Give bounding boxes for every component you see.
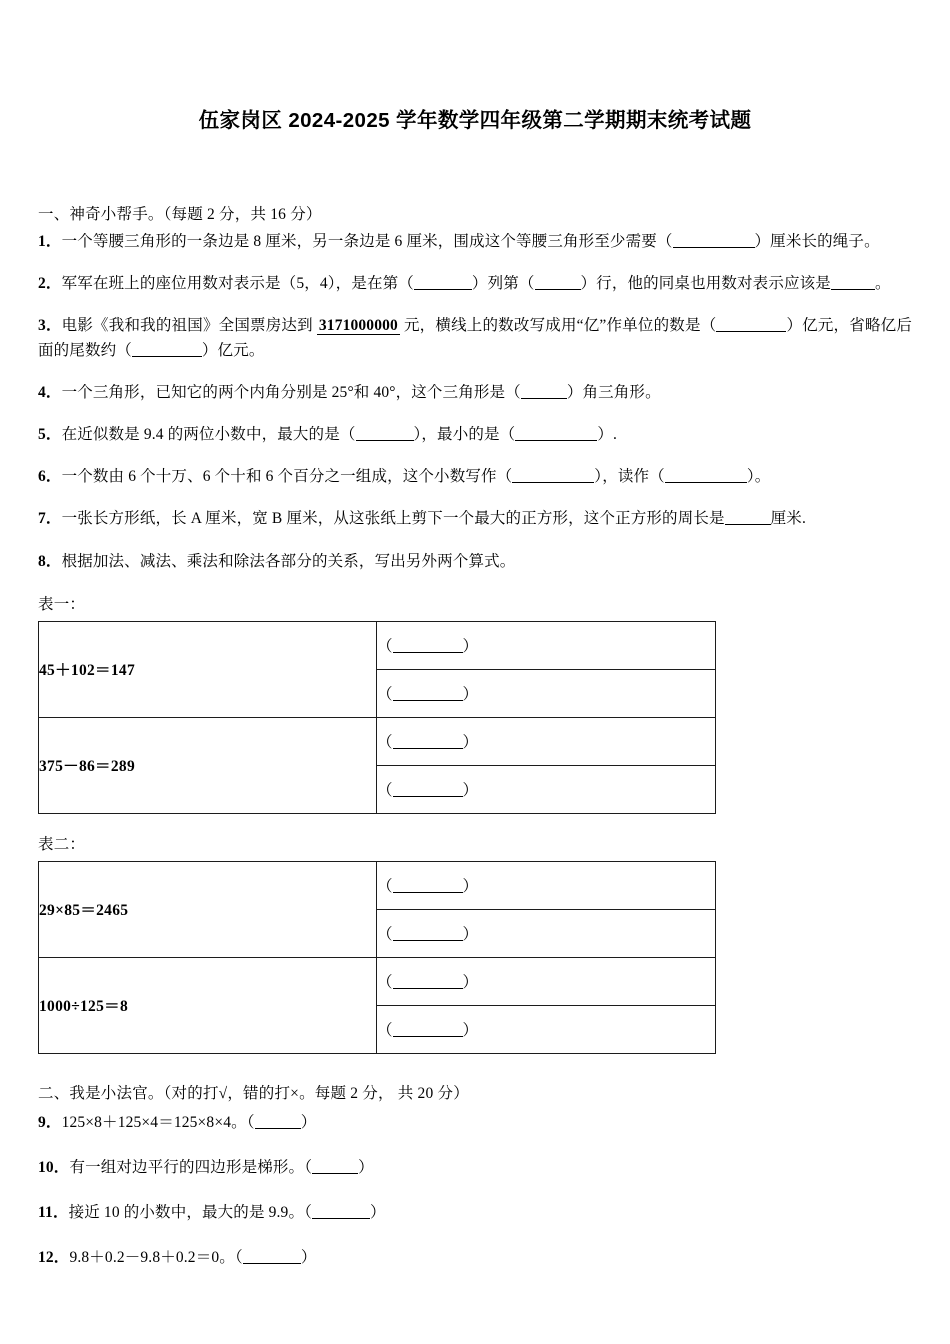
table-one-row-1-answer-1[interactable]: （ ） [377, 621, 716, 669]
question-3-text-d: ）亿元。 [201, 341, 265, 359]
question-7-number: 7． [38, 510, 62, 528]
question-3-blank-2[interactable] [132, 341, 202, 357]
question-1-text-b: ）厘米长的绳子。 [754, 232, 880, 250]
table-two-row-2-expression: 1000÷125＝8 [39, 957, 377, 1053]
question-7-blank-1[interactable] [725, 510, 771, 526]
table-two-label: 表二： [38, 835, 86, 853]
table-one-row-2-answer-1[interactable]: （ ） [377, 717, 716, 765]
table-one-row-1-answer-2[interactable]: （ ） [377, 669, 716, 717]
table-one-label: 表一： [38, 595, 86, 613]
question-5-blank-2[interactable] [515, 425, 597, 441]
table-two-row-1-answer-1[interactable]: （ ） [377, 861, 716, 909]
question-8 [38, 549, 912, 574]
question-6-text-a: 一个数由 6 个十万、6 个十和 6 个百分之一组成，这个小数写作（ [61, 468, 513, 486]
section-header-two: 二、我是小法官。（对的打√，错的打×。每题 2 分， 共 20 分） [38, 1084, 469, 1102]
question-1-text-a: 一个等腰三角形的一条边是 8 厘米，另一条边是 6 厘米，围成这个等腰三角形至少需要（ [61, 232, 673, 250]
question-7-text-b: 厘米. [770, 510, 806, 528]
question-6-blank-1[interactable] [512, 468, 594, 484]
question-9-number: 9． [38, 1113, 62, 1131]
table-one-row-1-answer-1-blank[interactable] [393, 637, 463, 653]
question-5-text-b: ），最小的是（ [413, 426, 516, 444]
question-6-number: 6． [38, 468, 62, 486]
question-12-text-b: ） [300, 1248, 317, 1266]
question-2-blank-3b[interactable] [853, 274, 875, 290]
question-1 [38, 229, 912, 254]
question-9-blank[interactable] [255, 1113, 301, 1129]
question-3-blank-1[interactable] [716, 316, 786, 332]
question-3-underlined-number: 3171000000 [318, 316, 398, 334]
question-2-number: 2． [38, 274, 62, 292]
question-7 [38, 506, 912, 531]
question-5-text-a: 在近似数是 9.4 的两位小数中，最大的是（ [61, 426, 356, 444]
question-2 [38, 271, 912, 296]
question-10-number: 10． [38, 1158, 70, 1176]
section-header-one: 一、神奇小帮手。（每题 2 分，共 16 分） [38, 205, 322, 223]
question-12-blank[interactable] [243, 1248, 301, 1264]
question-11-text-b: ） [370, 1203, 386, 1221]
question-6-text-c: ）。 [746, 468, 771, 486]
question-4-blank-1[interactable] [521, 383, 567, 399]
question-3-text-c: ）亿元，省略亿后面的尾数约（ [38, 316, 912, 359]
question-11-text-a: 接近 10 的小数中，最大的是 9.9。（ [68, 1203, 313, 1221]
table-one-row-2-expression: 375－86＝289 [39, 717, 377, 813]
question-3-text-a: 电影《我和我的祖国》全国票房达到 [61, 316, 317, 334]
table-row [39, 861, 716, 909]
question-3 [38, 313, 912, 363]
question-2-text-d: 。 [874, 274, 891, 292]
question-11-blank[interactable] [312, 1203, 370, 1219]
question-11 [38, 1200, 912, 1225]
question-5-text-c: ）. [597, 426, 617, 444]
table-one-row-1-expression: 45＋102＝147 [39, 621, 377, 717]
question-5-blank-1[interactable] [356, 425, 414, 441]
question-10-text-a: 有一组对边平行的四边形是梯形。（ [69, 1158, 313, 1176]
question-6-blank-2[interactable] [665, 468, 747, 484]
question-2-blank-1[interactable] [414, 274, 472, 290]
question-9-text-a: 125×8＋125×4＝125×8×4。（ [61, 1113, 255, 1131]
question-5-number: 5． [38, 426, 62, 444]
table-one [38, 621, 716, 814]
question-7-text-a: 一张长方形纸，长 A 厘米，宽 B 厘米，从这张纸上剪下一个最大的正方形，这个正方形的周长是 [61, 510, 725, 528]
table-two-row-2-answer-1[interactable]: （ ） [377, 957, 716, 1005]
question-2-blank-2[interactable] [535, 274, 581, 290]
question-4-number: 4． [38, 384, 62, 402]
question-12-text-a: 9.8＋0.2－9.8＋0.2＝0。（ [69, 1248, 243, 1266]
question-1-number: 1． [38, 232, 62, 250]
table-one-row-2-answer-2[interactable]: （ ） [377, 765, 716, 813]
table-row [39, 621, 716, 669]
table-row [39, 957, 716, 1005]
question-10-blank[interactable] [312, 1158, 358, 1174]
question-5 [38, 422, 912, 447]
question-6-text-b: ），读作（ [594, 468, 665, 486]
table-row [39, 717, 716, 765]
question-9 [38, 1110, 912, 1135]
table-two-row-1-answer-1-blank[interactable] [393, 877, 463, 893]
question-6 [38, 464, 912, 489]
question-11-number: 11． [38, 1203, 69, 1221]
table-one-row-2-answer-1-blank[interactable] [393, 733, 463, 749]
page-title: 伍家岗区 2024-2025 学年数学四年级第二学期期末统考试题 [198, 109, 752, 132]
question-1-blank-1[interactable] [673, 232, 755, 248]
question-4-text-b: ）角三角形。 [566, 384, 661, 402]
table-two-row-2-answer-2[interactable]: （ ） [377, 1005, 716, 1053]
question-12-number: 12． [38, 1248, 70, 1266]
table-two-row-1-answer-2-blank[interactable] [393, 925, 463, 941]
question-2-text-b: ）列第（ [471, 274, 535, 292]
question-2-blank-3a[interactable] [831, 274, 853, 290]
table-two-row-2-answer-2-blank[interactable] [393, 1021, 463, 1037]
table-two-row-1-answer-2[interactable]: （ ） [377, 909, 716, 957]
question-3-text-b: 元，横线上的数改写成用“亿”作单位的数是（ [399, 316, 717, 334]
question-3-number: 3． [38, 316, 62, 334]
question-4 [38, 380, 912, 405]
question-4-text-a: 一个三角形，已知它的两个内角分别是 25°和 40°，这个三角形是（ [61, 384, 521, 402]
table-one-row-1-answer-2-blank[interactable] [393, 685, 463, 701]
table-two-row-2-answer-1-blank[interactable] [393, 973, 463, 989]
question-12 [38, 1245, 912, 1270]
table-one-row-2-answer-2-blank[interactable] [393, 781, 463, 797]
question-9-text-b: ） [300, 1113, 317, 1131]
question-10 [38, 1155, 912, 1180]
question-8-text-a: 根据加法、减法、乘法和除法各部分的关系，写出另外两个算式。 [61, 552, 516, 570]
table-two-row-1-expression: 29×85＝2465 [39, 861, 377, 957]
question-2-text-a: 军军在班上的座位用数对表示是（5，4），是在第（ [61, 274, 414, 292]
question-10-text-b: ） [358, 1158, 374, 1176]
question-2-text-c: ）行，他的同桌也用数对表示应该是 [580, 274, 831, 292]
table-two [38, 861, 716, 1054]
question-8-number: 8． [38, 552, 62, 570]
